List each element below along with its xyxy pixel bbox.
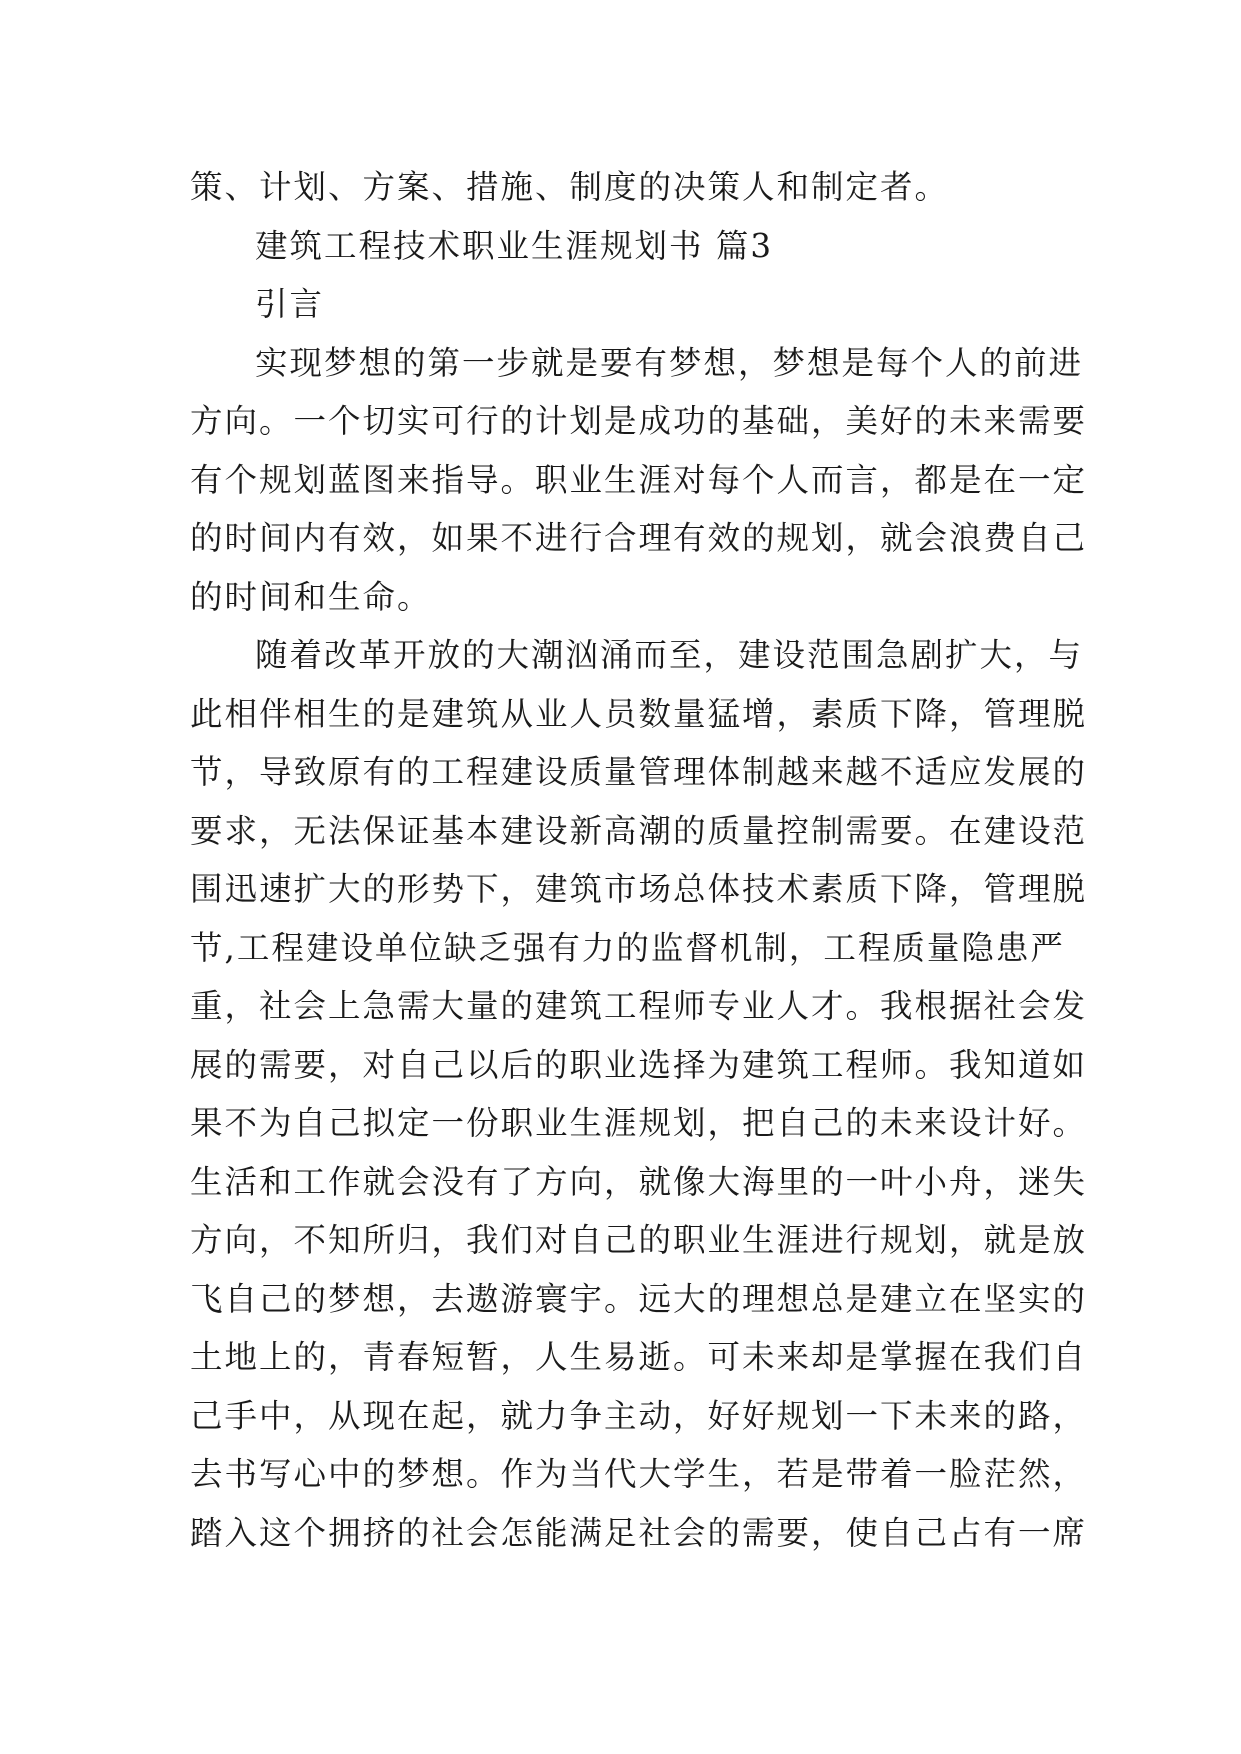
section-heading: 建筑工程技术职业生涯规划书 篇3 <box>255 226 774 265</box>
body-line: 重，社会上急需大量的建筑工程师专业人才。我根据社会发 <box>190 987 1088 1025</box>
body-line: 节，导致原有的工程建设质量管理体制越来越不适应发展的 <box>190 753 1088 791</box>
body-line: 方向，不知所归，我们对自己的职业生涯进行规划，就是放 <box>190 1221 1088 1259</box>
body-line: 土地上的，青春短暂，人生易逝。可未来却是掌握在我们自 <box>190 1338 1088 1376</box>
body-line: 己手中，从现在起，就力争主动，好好规划一下未来的路， <box>190 1396 1088 1435</box>
body-line: 方向。一个切实可行的计划是成功的基础，美好的未来需要 <box>190 402 1088 440</box>
body-line: 去书写心中的梦想。作为当代大学生，若是带着一脸茫然， <box>190 1455 1088 1493</box>
body-line: 的时间和生命。 <box>190 577 432 616</box>
body-line: 展的需要，对自己以后的职业选择为建筑工程师。我知道如 <box>190 1045 1088 1084</box>
subsection-heading: 引言 <box>255 285 325 323</box>
body-line: 节,工程建设单位缺乏强有力的监督机制，工程质量隐患严 <box>190 928 1065 967</box>
body-line: 有个规划蓝图来指导。职业生涯对每个人而言，都是在一定 <box>190 460 1088 499</box>
body-line: 飞自己的梦想，去遨游寰宇。远大的理想总是建立在坚实的 <box>190 1279 1088 1318</box>
body-line: 策、计划、方案、措施、制度的决策人和制定者。 <box>190 168 950 206</box>
document-body <box>190 158 1088 1562</box>
body-line: 果不为自己拟定一份职业生涯规划，把自己的未来设计好。 <box>190 1104 1088 1142</box>
body-line: 要求，无法保证基本建设新高潮的质量控制需要。在建设范 <box>190 811 1088 850</box>
body-line: 的时间内有效，如果不进行合理有效的规划，就会浪费自己 <box>190 519 1088 557</box>
paragraph-first-line: 随着改革开放的大潮汹涌而至，建设范围急剧扩大，与 <box>255 636 1084 674</box>
body-line: 生活和工作就会没有了方向，就像大海里的一叶小舟，迷失 <box>190 1162 1088 1201</box>
body-line: 此相伴相生的是建筑从业人员数量猛增，素质下降，管理脱 <box>190 694 1088 733</box>
body-line: 踏入这个拥挤的社会怎能满足社会的需要，使自己占有一席 <box>190 1513 1088 1552</box>
paragraph-first-line: 实现梦想的第一步就是要有梦想，梦想是每个人的前进 <box>255 343 1084 382</box>
body-line: 围迅速扩大的形势下，建筑市场总体技术素质下降，管理脱 <box>190 870 1088 908</box>
